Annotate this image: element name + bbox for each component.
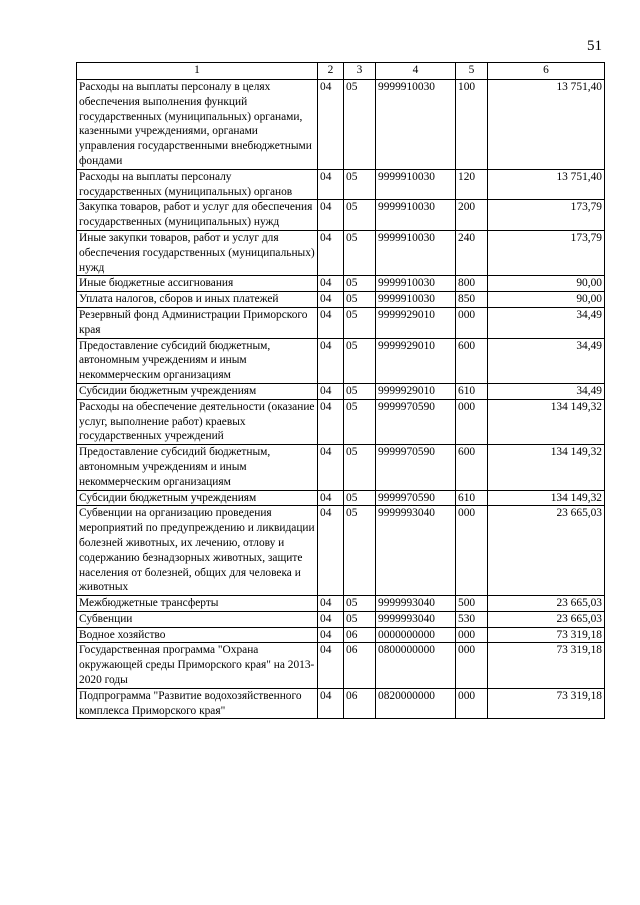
target-article-cell: 9999910030 (376, 200, 456, 231)
expense-type-cell: 000 (456, 688, 488, 719)
subsection-code-cell: 06 (344, 627, 376, 643)
subsection-code-cell: 05 (344, 169, 376, 200)
amount-cell: 90,00 (488, 292, 605, 308)
amount-cell: 173,79 (488, 200, 605, 231)
expense-name-cell: Расходы на обеспечение деятельности (оказание услуг, выполнение работ) краевых государственных учреждений (77, 399, 318, 444)
section-code-cell: 04 (318, 276, 344, 292)
amount-cell: 13 751,40 (488, 169, 605, 200)
amount-cell: 13 751,40 (488, 80, 605, 170)
target-article-cell: 9999929010 (376, 338, 456, 383)
section-code-cell: 04 (318, 169, 344, 200)
expense-name-cell: Расходы на выплаты персоналу в целях обеспечения выполнения функций государственных (муниципальных) органами, казенными учреждениями, органами управления государственными внебюджетными фондами (77, 80, 318, 170)
table-row (77, 611, 605, 627)
table-row (77, 230, 605, 275)
table-row (77, 307, 605, 338)
expense-type-cell: 600 (456, 445, 488, 490)
expense-type-cell: 500 (456, 596, 488, 612)
section-code-cell: 04 (318, 338, 344, 383)
expense-name-cell: Подпрограмма "Развитие водохозяйственного комплекса Приморского края" (77, 688, 318, 719)
table-row (77, 490, 605, 506)
table-row (77, 338, 605, 383)
section-code-cell: 04 (318, 230, 344, 275)
expense-name-cell: Субвенции (77, 611, 318, 627)
column-header: 6 (488, 63, 605, 80)
amount-cell: 73 319,18 (488, 627, 605, 643)
amount-cell: 173,79 (488, 230, 605, 275)
expense-type-cell: 120 (456, 169, 488, 200)
subsection-code-cell: 05 (344, 200, 376, 231)
target-article-cell: 9999970590 (376, 490, 456, 506)
section-code-cell: 04 (318, 611, 344, 627)
subsection-code-cell: 05 (344, 445, 376, 490)
target-article-cell: 9999910030 (376, 292, 456, 308)
expense-type-cell: 240 (456, 230, 488, 275)
column-header: 4 (376, 63, 456, 80)
expense-name-cell: Резервный фонд Администрации Приморского края (77, 307, 318, 338)
table-row (77, 169, 605, 200)
subsection-code-cell: 05 (344, 596, 376, 612)
section-code-cell: 04 (318, 506, 344, 596)
table-row (77, 399, 605, 444)
section-code-cell: 04 (318, 445, 344, 490)
section-code-cell: 04 (318, 399, 344, 444)
subsection-code-cell: 05 (344, 383, 376, 399)
subsection-code-cell: 05 (344, 307, 376, 338)
subsection-code-cell: 05 (344, 230, 376, 275)
expense-type-cell: 000 (456, 627, 488, 643)
expense-type-cell: 000 (456, 307, 488, 338)
subsection-code-cell: 06 (344, 643, 376, 688)
table-row (77, 445, 605, 490)
expense-name-cell: Иные закупки товаров, работ и услуг для обеспечения государственных (муниципальных) нужд (77, 230, 318, 275)
amount-cell: 34,49 (488, 338, 605, 383)
expense-type-cell: 610 (456, 383, 488, 399)
amount-cell: 34,49 (488, 383, 605, 399)
amount-cell: 134 149,32 (488, 445, 605, 490)
expense-name-cell: Уплата налогов, сборов и иных платежей (77, 292, 318, 308)
subsection-code-cell: 05 (344, 611, 376, 627)
expense-type-cell: 600 (456, 338, 488, 383)
expense-name-cell: Иные бюджетные ассигнования (77, 276, 318, 292)
column-header: 1 (77, 63, 318, 80)
subsection-code-cell: 05 (344, 399, 376, 444)
expense-name-cell: Расходы на выплаты персоналу государственных (муниципальных) органов (77, 169, 318, 200)
expense-type-cell: 610 (456, 490, 488, 506)
expense-name-cell: Закупка товаров, работ и услуг для обеспечения государственных (муниципальных) нужд (77, 200, 318, 231)
target-article-cell: 9999910030 (376, 276, 456, 292)
expense-type-cell: 800 (456, 276, 488, 292)
subsection-code-cell: 05 (344, 276, 376, 292)
target-article-cell: 9999970590 (376, 445, 456, 490)
section-code-cell: 04 (318, 200, 344, 231)
subsection-code-cell: 05 (344, 80, 376, 170)
section-code-cell: 04 (318, 292, 344, 308)
column-header: 5 (456, 63, 488, 80)
column-header: 3 (344, 63, 376, 80)
amount-cell: 73 319,18 (488, 643, 605, 688)
target-article-cell: 9999929010 (376, 307, 456, 338)
section-code-cell: 04 (318, 80, 344, 170)
target-article-cell: 9999910030 (376, 230, 456, 275)
expense-name-cell: Субсидии бюджетным учреждениям (77, 383, 318, 399)
table-row (77, 596, 605, 612)
table-body (77, 80, 605, 719)
target-article-cell: 9999910030 (376, 169, 456, 200)
target-article-cell: 9999993040 (376, 506, 456, 596)
target-article-cell: 9999993040 (376, 611, 456, 627)
target-article-cell: 0000000000 (376, 627, 456, 643)
page-number: 51 (587, 38, 602, 54)
expense-type-cell: 530 (456, 611, 488, 627)
subsection-code-cell: 05 (344, 490, 376, 506)
target-article-cell: 0820000000 (376, 688, 456, 719)
section-code-cell: 04 (318, 596, 344, 612)
section-code-cell: 04 (318, 643, 344, 688)
amount-cell: 73 319,18 (488, 688, 605, 719)
subsection-code-cell: 06 (344, 688, 376, 719)
table-row (77, 276, 605, 292)
amount-cell: 134 149,32 (488, 399, 605, 444)
table-row (77, 627, 605, 643)
expense-name-cell: Предоставление субсидий бюджетным, автономным учреждениям и иным некоммерческим организациям (77, 445, 318, 490)
amount-cell: 23 665,03 (488, 596, 605, 612)
table-header-row (77, 63, 605, 80)
subsection-code-cell: 05 (344, 506, 376, 596)
table-row (77, 506, 605, 596)
table-row (77, 643, 605, 688)
table-row (77, 383, 605, 399)
amount-cell: 23 665,03 (488, 611, 605, 627)
target-article-cell: 9999910030 (376, 80, 456, 170)
target-article-cell: 9999993040 (376, 596, 456, 612)
section-code-cell: 04 (318, 688, 344, 719)
expense-type-cell: 200 (456, 200, 488, 231)
target-article-cell: 0800000000 (376, 643, 456, 688)
expense-name-cell: Межбюджетные трансферты (77, 596, 318, 612)
amount-cell: 34,49 (488, 307, 605, 338)
expense-type-cell: 000 (456, 399, 488, 444)
section-code-cell: 04 (318, 490, 344, 506)
expense-type-cell: 000 (456, 506, 488, 596)
amount-cell: 23 665,03 (488, 506, 605, 596)
section-code-cell: 04 (318, 627, 344, 643)
expense-name-cell: Государственная программа "Охрана окружающей среды Приморского края" на 2013-2020 годы (77, 643, 318, 688)
target-article-cell: 9999970590 (376, 399, 456, 444)
section-code-cell: 04 (318, 383, 344, 399)
column-header: 2 (318, 63, 344, 80)
table-row (77, 688, 605, 719)
expense-name-cell: Субсидии бюджетным учреждениям (77, 490, 318, 506)
table-row (77, 292, 605, 308)
amount-cell: 134 149,32 (488, 490, 605, 506)
expense-name-cell: Субвенции на организацию проведения мероприятий по предупреждению и ликвидации болезней животных, их лечению, отлову и содержанию безнадзорных животных, защите населения от болезней, общих для человека и животных (77, 506, 318, 596)
expense-type-cell: 100 (456, 80, 488, 170)
target-article-cell: 9999929010 (376, 383, 456, 399)
amount-cell: 90,00 (488, 276, 605, 292)
expense-type-cell: 850 (456, 292, 488, 308)
expense-name-cell: Предоставление субсидий бюджетным, автономным учреждениям и иным некоммерческим организациям (77, 338, 318, 383)
budget-table (76, 62, 605, 719)
table-row (77, 200, 605, 231)
expense-name-cell: Водное хозяйство (77, 627, 318, 643)
table-row (77, 80, 605, 170)
section-code-cell: 04 (318, 307, 344, 338)
subsection-code-cell: 05 (344, 292, 376, 308)
subsection-code-cell: 05 (344, 338, 376, 383)
expense-type-cell: 000 (456, 643, 488, 688)
